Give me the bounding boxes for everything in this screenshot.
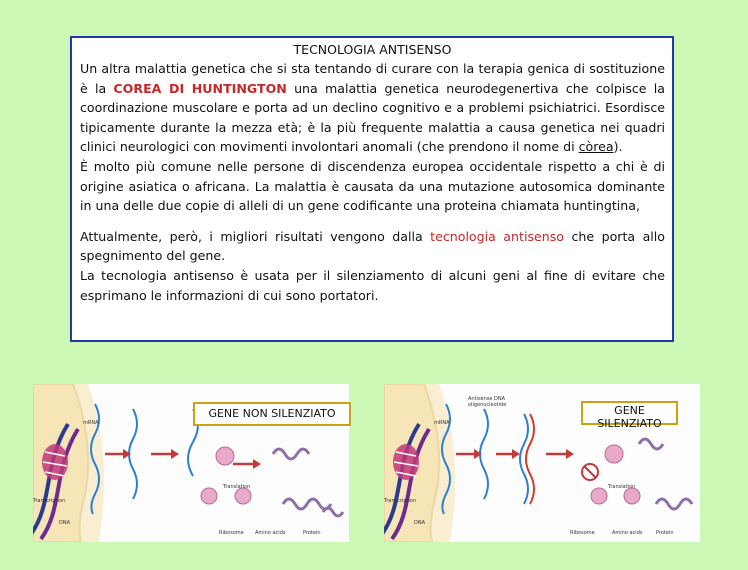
blocked-icon-slash	[584, 466, 596, 478]
tag-protein: Protein	[656, 530, 674, 536]
p1-text-c: genetica neurodegenertiva che colpisce la coordinazione muscolare e porta ad un declino cognitivo e a problemi psichiatrici. Esordisce tipicamente durante la mezza età; è la più frequente malattia a causa genetica nei quadri clinici neurologici con movimenti involontari anomali (che prendono il nome di	[80, 80, 665, 155]
p1-text-b: una malattia	[286, 80, 378, 96]
ribosome-2	[201, 488, 217, 504]
protein-chain-2	[283, 499, 331, 509]
antisense-highlight: tecnologia antisenso	[430, 228, 565, 244]
label-gene-silenced	[581, 401, 678, 430]
p3-text-b: che porta allo spegnimento del gene.	[80, 228, 665, 264]
tag-amino-acids: Amino acids	[255, 530, 286, 536]
protein-chain-1	[639, 439, 663, 449]
p1-text-a: Un altra malattia genetica che si sta tentando di curare con la terapia genica di sostituzione è la	[80, 61, 665, 96]
tag-antisense: Antisense DNA	[468, 396, 506, 402]
tag-dna: DNA	[414, 520, 426, 526]
ribosome-3	[235, 488, 251, 504]
document-title: TECNOLOGIA ANTISENSO	[293, 42, 452, 57]
label-gene-not-silenced: GENE NON SILENZIATO	[193, 402, 351, 426]
arrow-3-head	[253, 459, 261, 469]
protein-chain-1	[273, 449, 309, 459]
tag-translation: Translation	[223, 484, 251, 490]
paragraph-epidemiology: È molto più comune nelle persone di discendenza europea occidentale rispetto a chi è di origine asiatica o africana. La malattia è causata da una mutazione autosomica dominante in una delle due copie di alleli di un gene codificante una proteina chiamata huntingtina,	[80, 158, 665, 214]
huntington-highlight: COREA DI HUNTINGTON	[113, 80, 287, 96]
tag-transcription: Transcription	[33, 498, 66, 504]
tag-transcription: Transcription	[384, 498, 417, 504]
protein-chain-3	[323, 508, 343, 516]
ribosome-2	[591, 488, 607, 504]
arrow-3-head	[566, 449, 574, 459]
paragraph-antisense-intro	[80, 227, 665, 266]
tag-mrna: mRNA	[83, 420, 99, 426]
label-gene-silenced-line2: SILENZIATO	[597, 417, 662, 430]
tag-amino-acids: Amino acids	[612, 530, 643, 536]
label-gene-silenced-line1: GENE	[614, 404, 645, 417]
tag-antisense-2: oligonucleotide	[468, 402, 507, 408]
arrow-2-head	[171, 449, 179, 459]
ribosome-3	[624, 488, 640, 504]
tag-translation: Translation	[608, 484, 636, 490]
p1-text-e: ).	[613, 139, 623, 155]
tag-mrna: mRNA	[434, 420, 450, 426]
ribosome-1	[605, 445, 623, 463]
tag-protein: Protein	[303, 530, 321, 536]
tag-ribosome: Ribosome	[219, 530, 244, 536]
tag-dna: DNA	[59, 520, 71, 526]
arrow-2-head	[512, 449, 520, 459]
paragraph-antisense-use: La tecnologia antisenso è usata per il silenziamento di alcuni geni al fine di evitare che esprimano le informazioni di cui sono portatori.	[80, 267, 665, 303]
tag-ribosome: Ribosome	[570, 530, 595, 536]
p3-text-a: Attualmente, però, i migliori risultati vengono dalla	[80, 228, 431, 244]
protein-chain-2	[656, 499, 692, 509]
paragraph-huntington	[80, 59, 665, 157]
ribosome-1	[216, 447, 234, 465]
text-panel	[70, 36, 674, 342]
corea-term: còrea	[578, 139, 614, 155]
